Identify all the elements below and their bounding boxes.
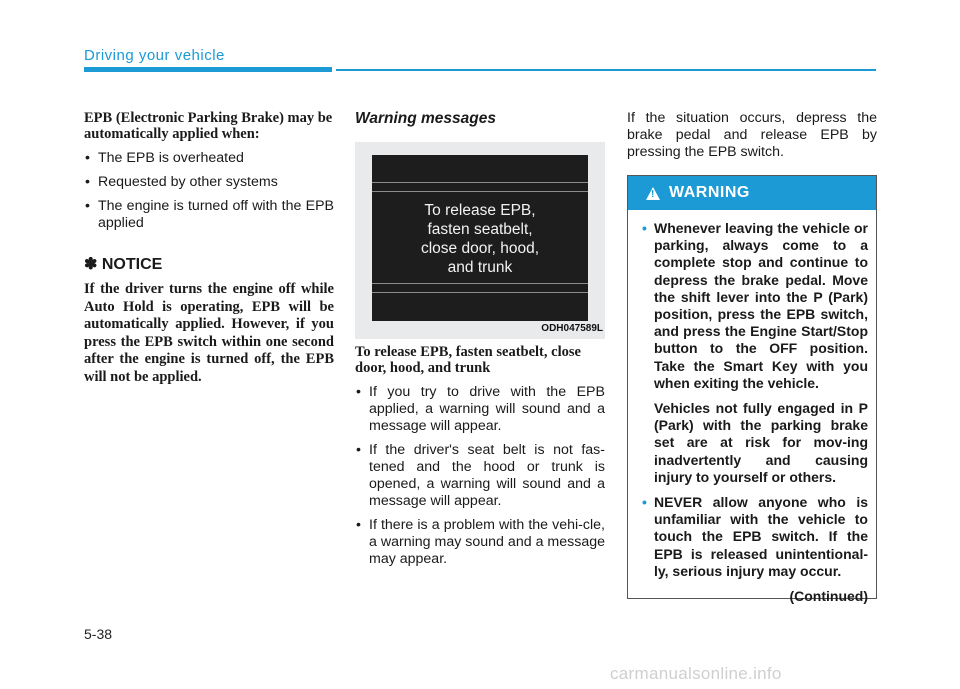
- display-message: To release EPB, fasten seatbelt, close door, hood, and trunk: [420, 202, 540, 276]
- epb-conditions-list: [84, 150, 334, 232]
- list-item: • Requested by other systems: [85, 174, 278, 190]
- warning-header: [628, 176, 876, 210]
- release-epb-heading: To release EPB, fasten seatbelt, close door, hood, and trunk: [355, 344, 581, 376]
- list-item: • The engine is turned off with the EPB applied: [85, 198, 334, 231]
- cluster-display: [372, 155, 588, 321]
- display-divider: [372, 182, 588, 183]
- list-item: • If there is a problem with the vehi-cle, a warning may sound and a message may appear.: [356, 517, 605, 567]
- warning-triangle-icon: !: [646, 187, 660, 200]
- warning-body: [628, 210, 876, 605]
- list-item: • If the driver's seat belt is not fas-tened and the hood or trunk is opened, a warning will sound and a message will appear.: [356, 442, 605, 509]
- column-left: [84, 110, 334, 386]
- column-right: [627, 110, 877, 161]
- display-divider: [372, 283, 588, 284]
- notice-title: ✽ NOTICE: [84, 256, 163, 273]
- column-middle: [355, 110, 605, 128]
- section-title: Driving your vehicle: [84, 47, 225, 64]
- figure-code: ODH047589L: [541, 323, 603, 334]
- display-divider: [372, 292, 588, 293]
- epb-heading: EPB (Electronic Parking Brake) may be automatically applied when:: [84, 110, 333, 142]
- header-rule-thin: [336, 69, 876, 71]
- list-item: • If you try to drive with the EPB applied, a warning will sound and a message will appear.: [356, 384, 605, 434]
- cluster-message-figure: [355, 142, 605, 339]
- release-epb-list: [355, 384, 605, 568]
- display-divider: [372, 191, 588, 192]
- notice-text: If the driver turns the engine off while Auto Hold is operating, EPB will be automatically applied. However, if you press the EPB switch within one second after the engine is turned off, the EPB will not be applied.: [84, 281, 334, 385]
- header-rule-thick: [84, 67, 332, 72]
- warning-paragraph: • Whenever leaving the vehicle or parking, always come to a complete stop and continue to depress the brake pedal. Move the shift lever into the P (Park) position, press the EPB switch, and press the Engine Start/Stop button to the OFF position. Take the Smart Key with you when exiting the vehicle.: [642, 220, 868, 391]
- watermark: carmanualsonline.info: [610, 664, 782, 683]
- warning-messages-title: Warning messages: [355, 110, 496, 127]
- release-epb-section: [355, 344, 605, 575]
- situation-text: If the situation occurs, depress the brake pedal and release EPB by pressing the EPB switch.: [627, 110, 877, 160]
- warning-paragraph: Vehicles not fully engaged in P (Park) with the parking brake set are at risk for mov-ing inadvertently and causing injury to yourself or others.: [654, 400, 868, 485]
- list-item: • The EPB is overheated: [85, 150, 244, 166]
- warning-paragraph: • NEVER allow anyone who is unfamiliar with the vehicle to touch the EPB switch. If the EPB is released unintentional-ly, serious injury may occur.: [642, 494, 868, 579]
- warning-box: [627, 175, 877, 605]
- warning-title: WARNING: [669, 184, 750, 201]
- page-number: 5-38: [84, 626, 113, 642]
- continued-label: (Continued): [789, 588, 868, 605]
